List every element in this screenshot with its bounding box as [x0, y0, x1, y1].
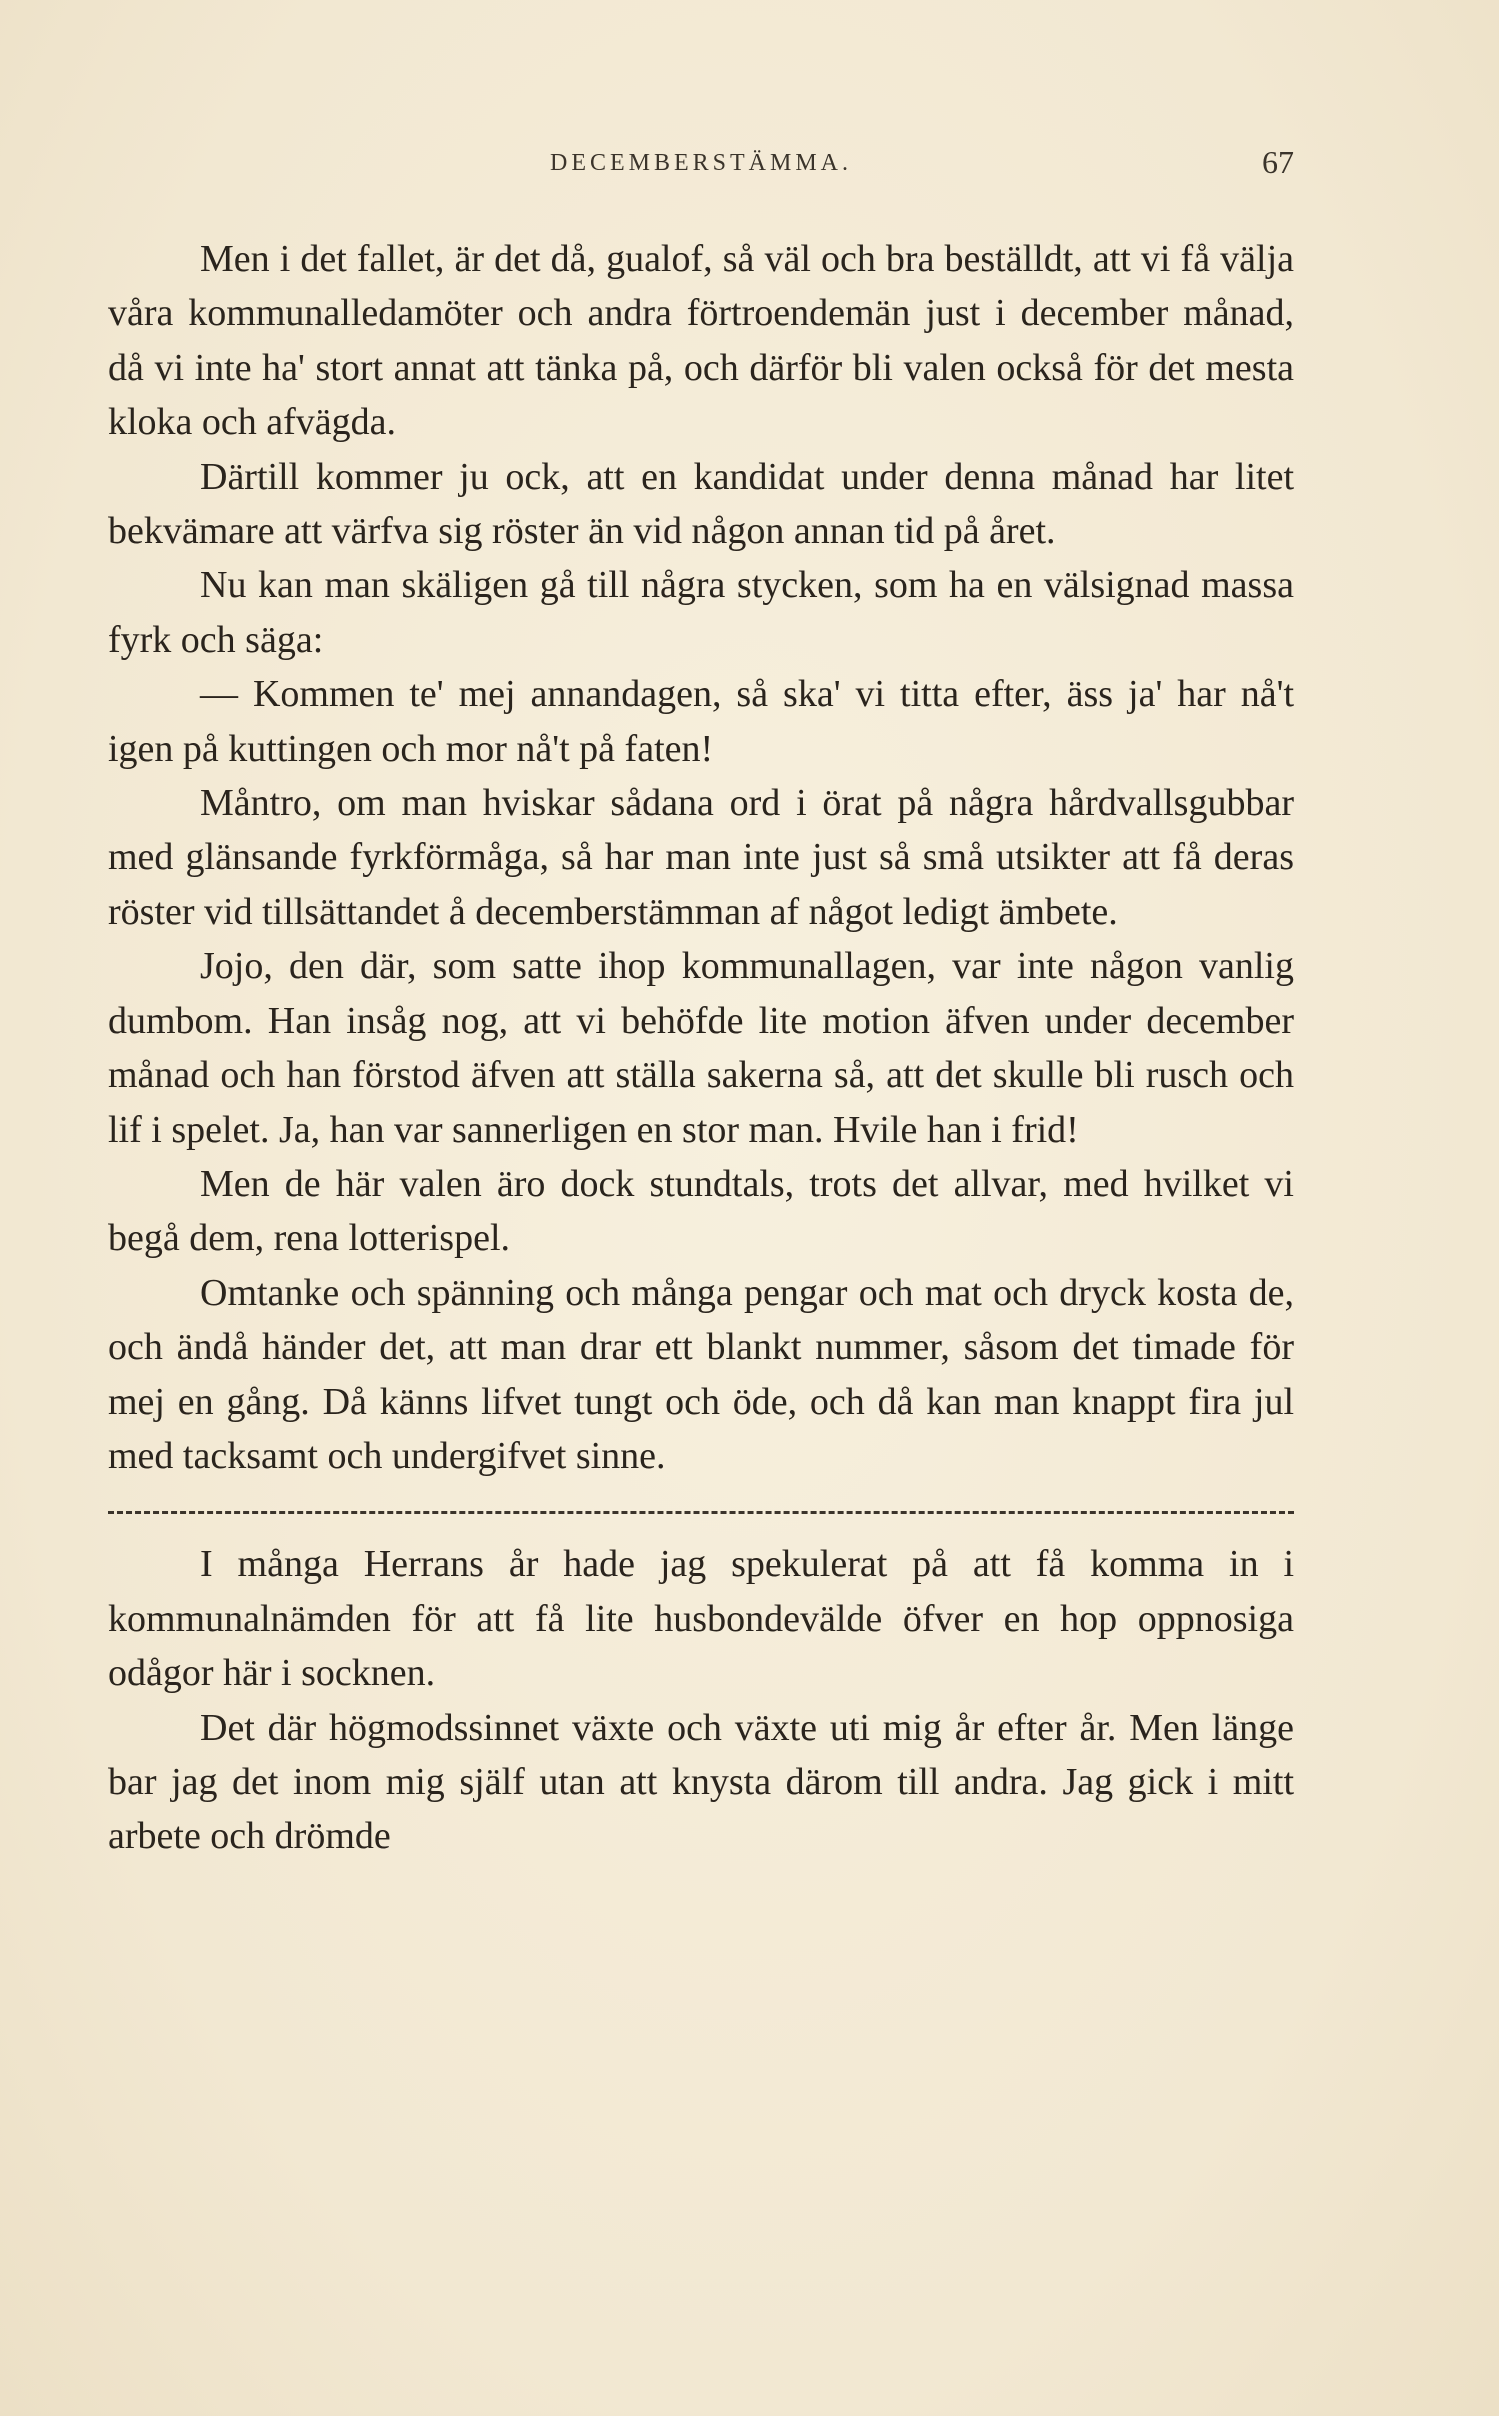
paragraph: Omtanke och spänning och många pengar och mat och dryck kosta de, och ändå händer det, att man drar ett blankt nummer, såsom det timade för mej en gång. Då känns lifvet tungt och öde, och då kan man knappt fira jul med tacksamt och undergifvet sinne.	[108, 1271, 1294, 1477]
page-header	[108, 144, 1294, 190]
paragraph: Jojo, den där, som satte ihop kommunallagen, var inte någon vanlig dumbom. Han insåg nog, att vi behöfde lite motion äfven under december månad och han förstod äfven att ställa sakerna så, att det skulle bli rusch och lif i spelet. Ja, han var sannerligen en stor man. Hvile han i frid!	[108, 945, 1294, 1151]
paragraph: Men de här valen äro dock stundtals, trots det allvar, med hvilket vi begå dem, rena lotterispel.	[108, 1162, 1294, 1260]
body-text	[108, 232, 1294, 1864]
paragraph: Måntro, om man hviskar sådana ord i örat på några hårdvallsgubbar med glänsande fyrkförmåga, så har man inte just så små utsikter att få deras röster vid tillsättandet å decemberstämman af något ledigt ämbete.	[108, 782, 1294, 933]
section-divider	[108, 1483, 1294, 1537]
page-number: 67	[1262, 144, 1294, 180]
paragraph: Det där högmodssinnet växte och växte uti mig år efter år. Men länge bar jag det inom mig själf utan att knysta därom till andra. Jag gick i mitt arbete och drömde	[108, 1706, 1294, 1858]
running-head: DECEMBERSTÄMMA.	[549, 150, 853, 176]
paragraph: Därtill kommer ju ock, att en kandidat under denna månad har litet bekvämare att värfva sig röster än vid någon annan tid på året.	[108, 455, 1294, 553]
paragraph: — Kommen te' mej annandagen, så ska' vi titta efter, äss ja' har nå't igen på kuttingen och mor nå't på faten!	[108, 673, 1294, 770]
paragraph: Nu kan man skäligen gå till några stycken, som ha en välsignad massa fyrk och säga:	[108, 564, 1294, 661]
paragraph: Men i det fallet, är det då, gualof, så väl och bra beställdt, att vi få välja våra kommunalledamöter och andra förtroendemän just i december månad, då vi inte ha' stort annat att tänka på, och därför bli valen också för det mesta kloka och afvägda.	[108, 238, 1294, 444]
paragraph: I många Herrans år hade jag spekulerat på att få komma in i kommunalnämden för att få lite husbondevälde öfver en hop oppnosiga odågor här i socknen.	[108, 1543, 1294, 1695]
